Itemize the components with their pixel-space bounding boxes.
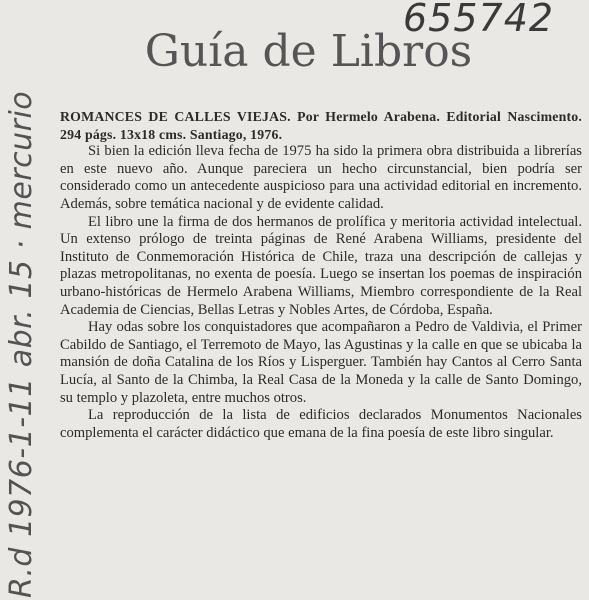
page-title: Guía de Libros xyxy=(144,26,473,77)
handwritten-side-note: R.d 1976-1-11 abr. 15 · mercurio xyxy=(4,90,39,598)
paragraph-3: Hay odas sobre los conquistadores que acompañaron a Pedro de Valdivia, el Primer Cabildo de Santiago, el Terremoto de Mayo, las Agustinas y la calle en que se ubicaba la mansión de doña Catalina de los Ríos y Lisperguer. También hay Cantos al Cerro Santa Lucía, al Santo de la Chimba, la Real Casa de la Moneda y la calle de Santo Domingo, su templo y plazoleta, entre muchos otros. xyxy=(60,319,582,406)
paragraph-1: Si bien la edición lleva fecha de 1975 ha sido la primera obra distribuida a librerías en este nuevo año. Aunque pareciera un hecho circunstancial, bien podría ser considerado como un antecedente auspicioso para una actividad editorial en incremento. Además, sobre temática nacional y de evidente calidad. xyxy=(60,143,582,212)
paragraph-2: El libro une la firma de dos hermanos de prolífica y meritoria actividad intelectual. Un extenso prólogo de treinta páginas de René Arabena Williams, presidente del Instituto de Conmemoración Histórica de Chile, traza una descripción de callejas y plazas metropolitanas, no exenta de poesía. Luego se insertan los poemas de inspiración urbano-históricas de Hermelo Arabena Williams, Miembro correspondiente de la Real Academia de Ciencias, Bellas Letras y Nobles Artes, de Córdoba, España. xyxy=(60,213,582,318)
book-review xyxy=(60,108,582,442)
handwritten-number: 655742 xyxy=(403,0,555,40)
paragraph-4: La reproducción de la lista de edificios declarados Monumentos Nacionales complementa el carácter didáctico que emana de la fina poesía de este libro singular. xyxy=(60,407,582,441)
review-heading: ROMANCES DE CALLES VIEJAS. Por Hermelo Arabena. Editorial Nascimento. 294 págs. 13x18 cms. Santiago, 1976. xyxy=(60,109,582,142)
